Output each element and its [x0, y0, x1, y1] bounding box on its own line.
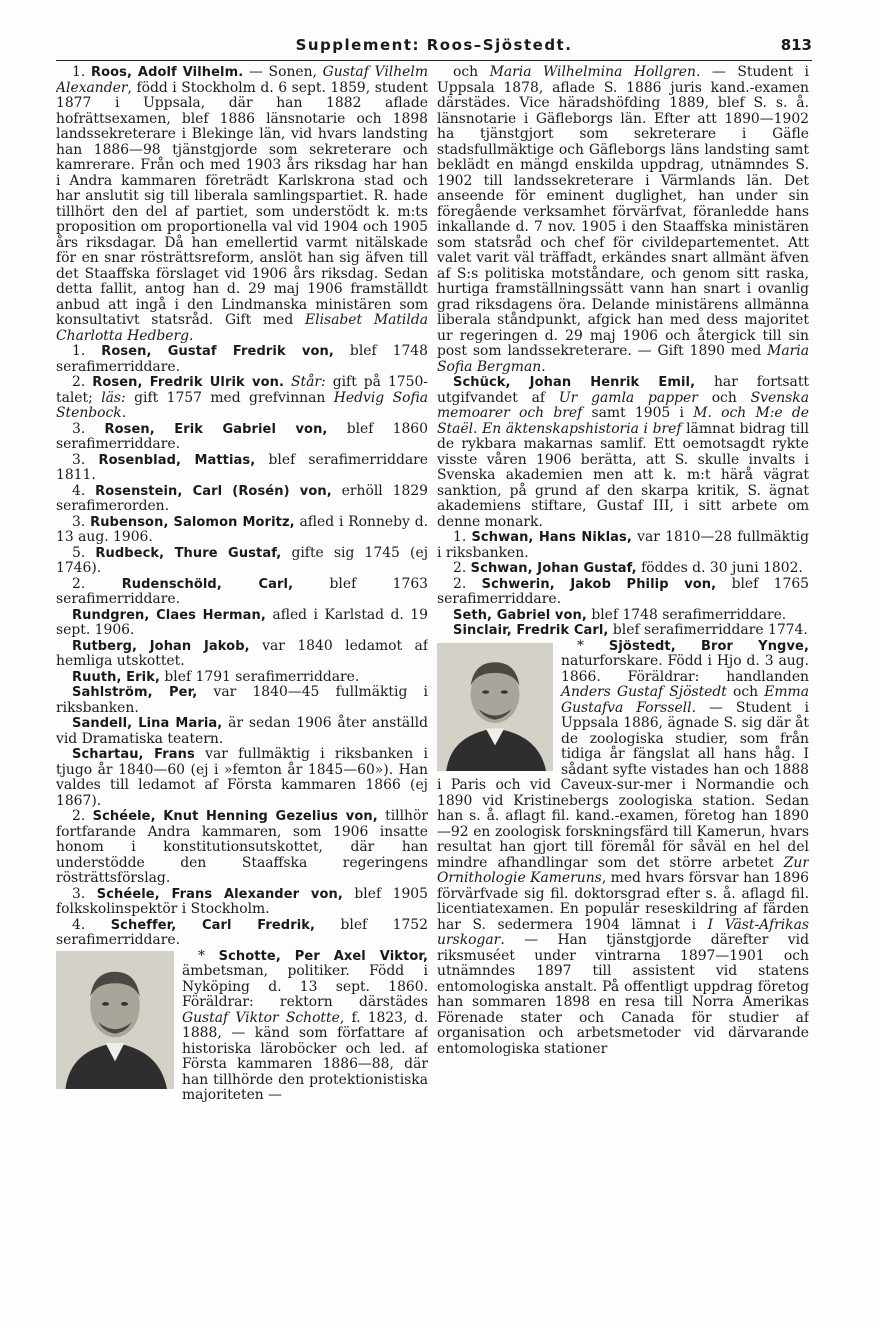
entry: [56, 670, 428, 686]
left-column: [56, 65, 428, 1310]
entry-italic: Står:: [291, 374, 326, 390]
page-number: 813: [780, 36, 812, 54]
entry-text: blef 1752 serafimerriddare.: [56, 916, 428, 948]
entry-italic: Elisabet Matilda Charlotta Hedberg: [56, 312, 428, 344]
entry-text: samt 1905 i: [582, 405, 694, 421]
entry: [437, 623, 809, 639]
entry-text: — Sonen,: [243, 65, 323, 80]
entry-name: Schéele, Knut Henning Gezelius von,: [92, 809, 378, 824]
entry: [56, 546, 428, 577]
entry-text: tillhör fortfarande Andra kammaren, som 1906 insatte honom i konstitutionsutskottet, där han understödde den Staaffska regeringens rösträttsförslag.: [56, 808, 428, 886]
entry-name: Rosen, Fredrik Ulrik von.: [92, 375, 285, 390]
entry-italic: läs:: [101, 389, 126, 406]
entry-text: . — Student i Uppsala 1886, ägnade S. sig där åt de zoologiska studier, som från tidiga år fängslat all hans håg. I sådant syfte vistades han och 1888 i Paris och vid Caveux-sur-mer i Normandie och 1890 vid Kristinebergs zoologiska station. Sedan han s. å. aflagt fil. kand.-examen, företog han 1890—92 en zoologisk forskningsfärd till Kamerun, hvars resultat han gjort till föremål för såväl en hel del mindre afhandlingar som det större arbetet: [437, 699, 809, 871]
entry-italic: M. och M:e de Staël: [437, 405, 809, 437]
entry: [56, 577, 428, 608]
entry-number: *: [198, 947, 219, 964]
entry-name: Rosen, Erik Gabriel von,: [104, 421, 328, 437]
entry-text: blef 1763 serafimerriddare.: [56, 575, 428, 607]
entry: [437, 639, 809, 1058]
entry: [437, 577, 809, 608]
entry-number: 3.: [72, 451, 99, 468]
entry: [56, 639, 428, 670]
entry-italic: En äktenskapshistoria i bref: [482, 420, 682, 437]
entry-text: naturforskare. Född i Hjo d. 3 aug. 1866. Föräldrar: handlanden: [561, 653, 809, 685]
entry: [437, 608, 809, 624]
entry-italic: Zur Ornithologie Kameruns: [437, 854, 809, 886]
entry: [56, 918, 428, 949]
entry-number: *: [577, 637, 609, 654]
entry: [56, 887, 428, 918]
entry-italic: Maria Wilhelmina Hollgren: [489, 65, 696, 80]
entry-text: , f. 1823, d. 1888, — känd som författare af historiska läroböcker och led. af Första kammaren 1886—88, där han tillhörde den protektionistiska majoriteten —: [182, 1009, 428, 1103]
entry-text: lämnat bidrag till de rykbara makarnas samlif. Ett oemotsagdt rykte visste våren 1906 berätta, att S. skulle invalts i Svenska akademien men att k. m:t härå vägrat sanktion, på grund af den skarpa kritik, S. ägnat akademiens stiftare, Gustaf III, i sitt arbete om denne monark.: [437, 420, 809, 530]
entry-number: 2.: [453, 575, 482, 592]
entry-name: Schotte, Per Axel Viktor,: [218, 948, 428, 964]
entry-text: var 1810—28 fullmäktig i riksbanken.: [437, 529, 809, 561]
entry: [56, 515, 428, 546]
portrait-shape: [501, 690, 508, 693]
entry-number: 1.: [72, 65, 91, 80]
entry-text: erhöll 1829 serafimerorden.: [56, 482, 428, 514]
entry-continuation: [437, 65, 809, 375]
entry: [437, 561, 809, 577]
entry: [437, 375, 809, 530]
entry-name: Sjöstedt, Bror Yngve,: [608, 638, 809, 654]
entry: [56, 65, 428, 344]
entry-name: Ruuth, Erik,: [72, 669, 160, 685]
entry-name: Rudbeck, Thure Gustaf,: [95, 545, 282, 561]
entry-italic: Hedvig Sofia Stenbock: [56, 389, 428, 421]
entry-italic: Svenska memoarer och bref: [437, 389, 809, 421]
entry-number: 2.: [72, 808, 93, 824]
entry-name: Scheffer, Carl Fredrik,: [110, 917, 316, 933]
entry-text: blef serafimerriddare 1774.: [608, 622, 808, 638]
entry-number: 2.: [72, 374, 93, 390]
entry-number: 2.: [453, 560, 471, 576]
entry-number: 3.: [72, 420, 105, 437]
entry-text: blef 1748 serafimerriddare.: [56, 343, 428, 375]
entry-number: 5.: [72, 544, 96, 561]
entry-italic: I Väst-Afrikas urskogar: [437, 916, 809, 948]
portrait-shape: [102, 1002, 109, 1006]
entry-name: Schwan, Hans Niklas,: [471, 530, 632, 545]
entry-italic: Gustaf Viktor Schotte: [182, 1009, 340, 1026]
entry-name: Schwan, Johan Gustaf,: [470, 561, 637, 576]
entry-italic: Maria Sofia Bergman: [437, 343, 809, 375]
portrait-shape: [482, 690, 489, 693]
entry-name: Rubenson, Salomon Moritz,: [90, 514, 295, 530]
right-column: [437, 65, 809, 1310]
entry-text: .: [121, 405, 127, 421]
entry-number: 4.: [72, 482, 96, 499]
entry-number: 1.: [453, 529, 472, 545]
entry-italic: Ur gamla papper: [558, 389, 698, 406]
entry-text: [284, 374, 291, 390]
entry-name: Sinclair, Fredrik Carl,: [453, 623, 609, 638]
entry-text: och: [453, 65, 490, 80]
entry-text: .: [189, 327, 194, 344]
entry: [56, 484, 428, 515]
entry-text: var fullmäktig i riksbanken i tjugo år 1840—60 (ej i »femton år 1845—60»). Han valdes till ledamot af Första kammaren 1866 (ej 1867).: [56, 746, 428, 809]
entry-name: Rundgren, Claes Herman,: [72, 607, 266, 623]
entry-text: gift 1757 med grefvinnan: [125, 389, 334, 406]
entry: [56, 716, 428, 747]
entry: [56, 608, 428, 639]
entry-name: Roos, Adolf Vilhelm.: [90, 65, 244, 80]
entry: [56, 685, 428, 716]
entry-text: afled i Karlstad d. 19 sept. 1906.: [56, 606, 428, 638]
entry-italic: Anders Gustaf Sjöstedt: [561, 684, 727, 700]
entry-name: Seth, Gabriel von,: [453, 607, 587, 623]
entry-name: Schéele, Frans Alexander von,: [96, 886, 343, 902]
entry-text: föddes d. 30 juni 1802.: [636, 560, 803, 576]
page-header: [56, 34, 812, 61]
entry-italic: Gustaf Vilhelm Alexander: [56, 65, 428, 96]
entry-name: Schück, Johan Henrik Emil,: [453, 375, 696, 390]
entry-number: 1.: [72, 343, 102, 359]
entry: [56, 453, 428, 484]
entry-text: , med hvars försvar han 1896 förvärfvade sig fil. doktorsgrad efter s. å. aflagd fil. licentiatexamen. En populär reseskildring af färden har S. sedermera 1904 lämnat i: [437, 870, 809, 933]
entry-text: och: [697, 389, 751, 406]
entry-number: 3.: [72, 885, 97, 902]
running-head: Supplement: Roos–Sjöstedt.: [295, 36, 573, 54]
entry-text: . — Han tjänstgjorde därefter vid riksmuséet under vintrarna 1897—1901 och utnämndes 1897 till assistent vid statens entomologiska anstalt. På offentligt uppdrag företog han sommaren 1898 en resa till Norra Amerikas Förenade stater och Canada för studier af organisation och arbetsmetoder vid därvarande entomologiska stationer: [437, 932, 809, 1057]
entry: [56, 344, 428, 375]
entry: [56, 747, 428, 809]
entry: [56, 949, 428, 1104]
entry: [56, 375, 428, 422]
entry-text: gifte sig 1745 (ej 1746).: [56, 544, 428, 576]
entry-name: Rosenblad, Mattias,: [98, 452, 256, 468]
entry-text: blef serafimerriddare 1811.: [56, 451, 428, 483]
entry-text: är sedan 1906 åter anställd vid Dramatiska teatern.: [56, 715, 428, 747]
entry-text: gift på 1750-talet;: [56, 374, 428, 406]
entry-number: 4.: [72, 916, 111, 933]
entry-text: afled i Ronneby d. 13 aug. 1906.: [56, 513, 428, 545]
entry-italic: Emma Gustafva Forssell: [561, 684, 809, 716]
entry-text: blef 1905 folkskolinspektör i Stockholm.: [56, 885, 428, 917]
portrait-sjostedt: [437, 643, 553, 771]
entry-name: Sahlström, Per,: [72, 685, 198, 700]
entry-number: 2.: [72, 575, 122, 592]
entry-number: 3.: [72, 513, 91, 530]
entry-text: .: [473, 420, 483, 437]
entry-text: har fortsatt utgifvandet af: [437, 374, 809, 406]
entry-name: Rosenstein, Carl (Rosén) von,: [95, 483, 332, 499]
entry-name: Rosen, Gustaf Fredrik von,: [101, 344, 334, 359]
entry-name: Rudenschöld, Carl,: [121, 576, 294, 592]
entry-text: och: [726, 684, 765, 700]
entry-name: Sandell, Lina Maria,: [72, 716, 223, 731]
entry: [56, 422, 428, 453]
entry-text: , född i Stockholm d. 6 sept. 1859, student 1877 i Uppsala, där han 1882 aflade hofrättsexamen, blef 1886 länsnotarie och 1898 landssekreterare i Blekinge län, vid hvars landsting han 1886—98 tjänstgjorde som sekreterare och kamrerare. Från och med 1903 års riksdag har han i Andra kammaren företrädt Karlskrona stad och har anslutit sig till liberala samlingspartiet. R. hade tillhört den del af partiet, som understödt k. m:ts proposition om proportionella val vid 1904 och 1905 års riksdagar. Då han emellertid varmt nitälskade för en snar rösträttsreform, anslöt han sig äfven till det Staaffska förslaget vid 1906 års riksdag. Sedan detta fallit, antog han d. 29 maj 1906 framställdt anbud att ingå i den Lindmanska ministären som konsultativt statsråd. Gift med: [56, 79, 428, 328]
entry-name: Schwerin, Jakob Philip von,: [481, 576, 717, 592]
entry-text: . — Student i Uppsala 1878, aflade S. 1886 juris kand.-examen därstädes. Vice häradshöfding 1889, blef S. s. å. länsnotarie i Gäfleborgs län. Efter att 1890—1902 ha tjänstgjort som sekreterare i Gäfle stadsfullmäktige och Gäfleborgs läns landsting samt beklädt en mängd enskilda uppdrag, utnämndes S. 1902 till landssekreterare i Värmlands län. Det anseende för eminent duglighet, han under sin föregående verksamhet förvärfvat, föranledde hans inkallande d. 7 nov. 1905 i den Staaffska ministären som statsråd och chef för civildepartementet. Att valet varit väl träffadt, erkändes snart allmänt äfven af S:s politiska motståndare, och genom sitt raska, hurtiga framställningssätt vann han snart i ovanlig grad riksdagens öra. Delande ministärens allmänna liberala ståndpunkt, afgick han med dess majoritet ur regeringen d. 29 maj 1906 och återgick till sin post som landssekreterare. — Gift 1890 med: [437, 65, 809, 359]
entry-text: var 1840 ledamot af hemliga utskottet.: [56, 637, 428, 669]
portrait-shape: [121, 1002, 128, 1006]
entry-text: blef 1860 serafimerriddare.: [56, 420, 428, 452]
entry-text: var 1840—45 fullmäktig i riksbanken.: [56, 684, 428, 716]
entry-text: blef 1791 serafimerriddare.: [160, 668, 360, 685]
entry: [437, 530, 809, 561]
entry-text: .: [541, 358, 546, 375]
entry-text: ämbetsman, politiker. Född i Nyköping d. 13 sept. 1860. Föräldrar: rektorn därstädes: [182, 963, 428, 1010]
portrait-schotte: [56, 951, 174, 1089]
entry-name: Rutberg, Johan Jakob,: [72, 638, 250, 654]
entry-text: blef 1765 serafimerriddare.: [437, 575, 809, 607]
entry: [56, 809, 428, 887]
entry-name: Schartau, Frans: [72, 747, 195, 762]
entry-text: blef 1748 serafimerriddare.: [586, 606, 787, 623]
